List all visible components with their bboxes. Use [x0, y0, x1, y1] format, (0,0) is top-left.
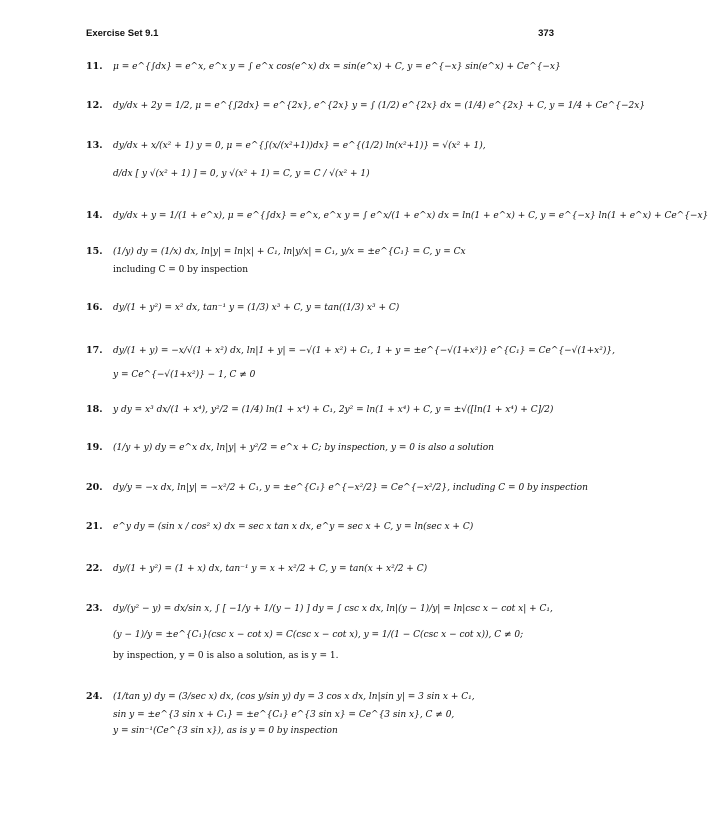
solution-line: dy/y = −x dx, ln|y| = −x²/2 + C₁, y = ±e^{C₁} e^{−x²/2} = Ce^{−x²/2}, including C = 0 by inspection [113, 483, 588, 493]
solution-line: dy/dx + 2y = 1/2, μ = e^{∫2dx} = e^{2x}, e^{2x} y = ∫ (1/2) e^{2x} dx = (1/4) e^{2x} + C, y = 1/4 + Ce^{−2x} [113, 101, 646, 111]
page-header [86, 28, 554, 42]
solution-line: dy/(1 + y²) = x² dx, tan⁻¹ y = (1/3) x³ + C, y = tan((1/3) x³ + C) [113, 303, 400, 313]
problem-number: 21. [86, 521, 103, 532]
solution-line: (1/y + y) dy = e^x dx, ln|y| + y²/2 = e^x + C; by inspection, y = 0 is also a solution [113, 443, 494, 453]
problem-number: 11. [86, 61, 103, 72]
solution-line: d/dx [ y √(x² + 1) ] = 0, y √(x² + 1) = C, y = C / √(x² + 1) [113, 169, 370, 179]
solution-line: μ = e^{∫dx} = e^x, e^x y = ∫ e^x cos(e^x) dx = sin(e^x) + C, y = e^{−x} sin(e^x) + Ce^{−x} [113, 62, 561, 72]
solution-line: including C = 0 by inspection [113, 265, 249, 275]
page-number: 373 [538, 28, 554, 39]
problem-number: 14. [86, 210, 103, 221]
problem-number: 16. [86, 302, 103, 313]
problem-number: 12. [86, 100, 103, 111]
problem-number: 18. [86, 404, 103, 415]
solution-line: (1/y) dy = (1/x) dx, ln|y| = ln|x| + C₁, ln|y/x| = C₁, y/x = ±e^{C₁} = C, y = Cx [113, 247, 466, 257]
problem-number: 17. [86, 345, 103, 356]
solution-line: e^y dy = (sin x / cos² x) dx = sec x tan x dx, e^y = sec x + C, y = ln(sec x + C) [113, 522, 474, 532]
section-title: Exercise Set 9.1 [86, 28, 159, 39]
solution-line: dy/dx + y = 1/(1 + e^x), μ = e^{∫dx} = e^x, e^x y = ∫ e^x/(1 + e^x) dx = ln(1 + e^x) + C, y = e^{−x} ln(1 + e^x) + Ce^{−x} [113, 211, 708, 221]
problem-number: 22. [86, 563, 103, 574]
solution-line: y = sin⁻¹(Ce^{3 sin x}), as is y = 0 by inspection [113, 726, 338, 736]
solution-line: dy/(y² − y) = dx/sin x, ∫ [ −1/y + 1/(y − 1) ] dy = ∫ csc x dx, ln|(y − 1)/y| = ln|csc x − cot x| + C₁, [113, 604, 553, 614]
solution-line: sin y = ±e^{3 sin x + C₁} = ±e^{C₁} e^{3 sin x} = Ce^{3 sin x}, C ≠ 0, [113, 710, 455, 720]
solution-line: y = Ce^{−√(1+x²)} − 1, C ≠ 0 [113, 370, 256, 380]
problem-number: 24. [86, 691, 103, 702]
solution-line: dy/(1 + y²) = (1 + x) dx, tan⁻¹ y = x + x²/2 + C, y = tan(x + x²/2 + C) [113, 564, 428, 574]
solution-line: y dy = x³ dx/(1 + x⁴), y²/2 = (1/4) ln(1 + x⁴) + C₁, 2y² = ln(1 + x⁴) + C, y = ±√([ln(1 + x⁴) + C]/2) [113, 405, 554, 415]
problem-number: 13. [86, 140, 103, 151]
problem-number: 23. [86, 603, 103, 614]
solution-line: (1/tan y) dy = (3/sec x) dx, (cos y/sin y) dy = 3 cos x dx, ln|sin y| = 3 sin x + C₁, [113, 692, 475, 702]
problem-number: 20. [86, 482, 103, 493]
problem-number: 15. [86, 246, 103, 257]
solution-line: dy/dx + x/(x² + 1) y = 0, μ = e^{∫(x/(x²+1))dx} = e^{(1/2) ln(x²+1)} = √(x² + 1), [113, 141, 486, 151]
solution-line: (y − 1)/y = ±e^{C₁}(csc x − cot x) = C(csc x − cot x), y = 1/(1 − C(csc x − cot x)), C ≠ 0; [113, 630, 524, 640]
solution-line: dy/(1 + y) = −x/√(1 + x²) dx, ln|1 + y| = −√(1 + x²) + C₁, 1 + y = ±e^{−√(1+x²)} e^{C₁} = Ce^{−√(1+x²)}, [113, 346, 615, 356]
problem-number: 19. [86, 442, 103, 453]
solution-line: by inspection, y = 0 is also a solution, as is y = 1. [113, 651, 339, 661]
